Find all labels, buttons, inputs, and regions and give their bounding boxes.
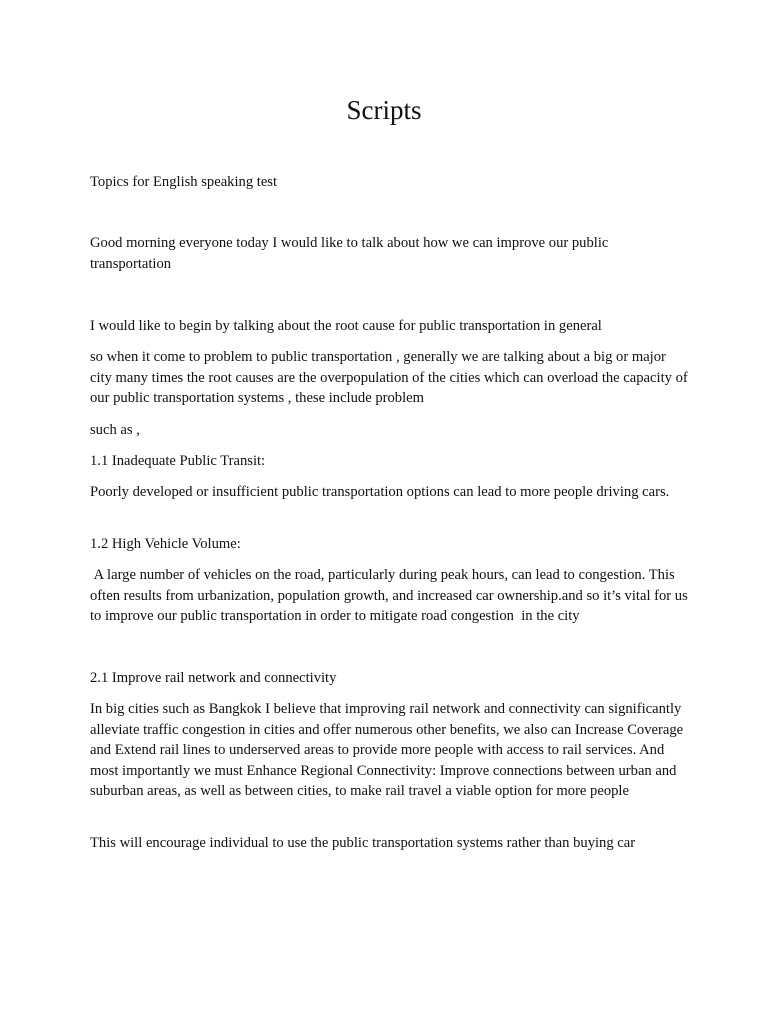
root-cause-paragraph: so when it come to problem to public transportation , generally we are talking about a big or major city many times the root causes are the overpopulation of the cities which can overload the capacity of our public transportation systems , these include problem xyxy=(90,349,692,407)
topics-line: Topics for English speaking test xyxy=(90,174,278,190)
section-2-1-paragraph: In big cities such as Bangkok I believe that improving rail network and connectivity can significantly alleviate traffic congestion in cities and offer numerous other benefits, we also can Increase Coverage and Extend rail lines to underserved areas to provide more people with access to rail services. And most importantly we must Enhance Regional Connectivity: Improve connections between urban and suburban areas, as well as between cities, to make rail travel a viable option for more people xyxy=(90,701,687,800)
closing-paragraph: This will encourage individual to use the public transportation systems rather than buying car xyxy=(90,835,636,851)
section-1-1-paragraph: Poorly developed or insufficient public transportation options can lead to more people driving cars. xyxy=(90,484,670,500)
section-heading-1-1: 1.1 Inadequate Public Transit: xyxy=(90,453,266,469)
root-cause-intro: I would like to begin by talking about the root cause for public transportation in general xyxy=(90,318,602,334)
section-heading-1-2: 1.2 High Vehicle Volume: xyxy=(90,536,241,552)
section-heading-2-1: 2.1 Improve rail network and connectivity xyxy=(90,670,337,686)
intro-paragraph: Good morning everyone today I would like to talk about how we can improve our public transportation xyxy=(90,235,613,272)
section-1-2-paragraph: A large number of vehicles on the road, particularly during peak hours, can lead to congestion. This often results from urbanization, population growth, and increased car ownership.and so it’s vital for us to improve our public transportation in order to mitigate road congestion in the city xyxy=(90,567,692,625)
such-as-line: such as , xyxy=(90,422,140,438)
page-title: Scripts xyxy=(346,95,422,125)
